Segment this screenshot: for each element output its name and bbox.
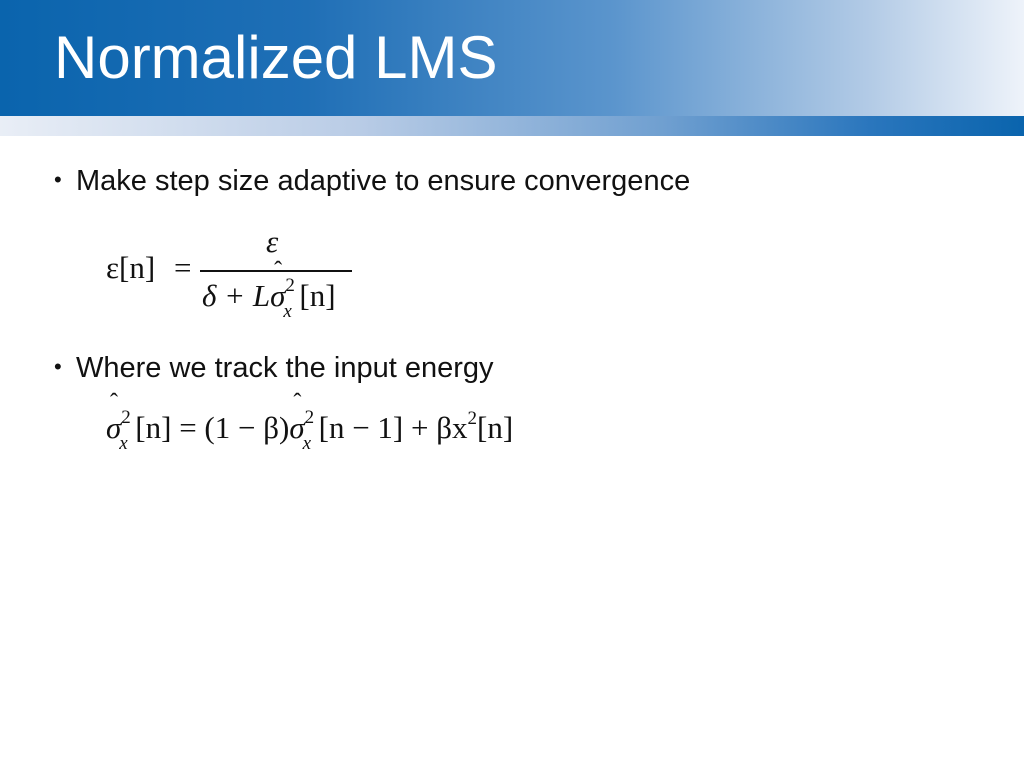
title-underline-band xyxy=(0,116,1024,136)
eq2-part3: [n] xyxy=(477,410,514,445)
eq1-denominator: δ + Lσ ˆ 2 x [n] xyxy=(202,258,336,322)
eq2-sigma-hat-lhs: σ ˆ xyxy=(106,390,122,445)
eq1-numerator: ε xyxy=(266,224,279,259)
slide-title: Normalized LMS xyxy=(54,24,498,91)
eq2-part2: [n − 1] + βx xyxy=(318,410,468,445)
bullet-text-2: Where we track the input energy xyxy=(76,352,494,384)
eq2-part1: [n] = (1 − β) xyxy=(135,410,290,445)
eq1-equals: = xyxy=(174,250,192,285)
bullet-dot-icon: • xyxy=(54,167,62,192)
bullet-item-1 xyxy=(54,162,690,199)
eq1-lhs: ε[n] xyxy=(106,250,156,285)
eq2-x-squared: 2 xyxy=(467,408,478,429)
eq1-sigma-hat: σ ˆ xyxy=(270,258,286,313)
bullet-item-2 xyxy=(54,349,493,386)
bullet-text-1: Make step size adaptive to ensure convergence xyxy=(76,165,691,197)
equation-input-energy: σ ˆ 2 x [n] = (1 − β)σ ˆ 2 x [n − 1] + βx2[n] xyxy=(106,390,514,454)
eq2-sigma-hat-rhs: σ ˆ xyxy=(289,390,305,445)
bullet-dot-icon: • xyxy=(54,354,62,379)
